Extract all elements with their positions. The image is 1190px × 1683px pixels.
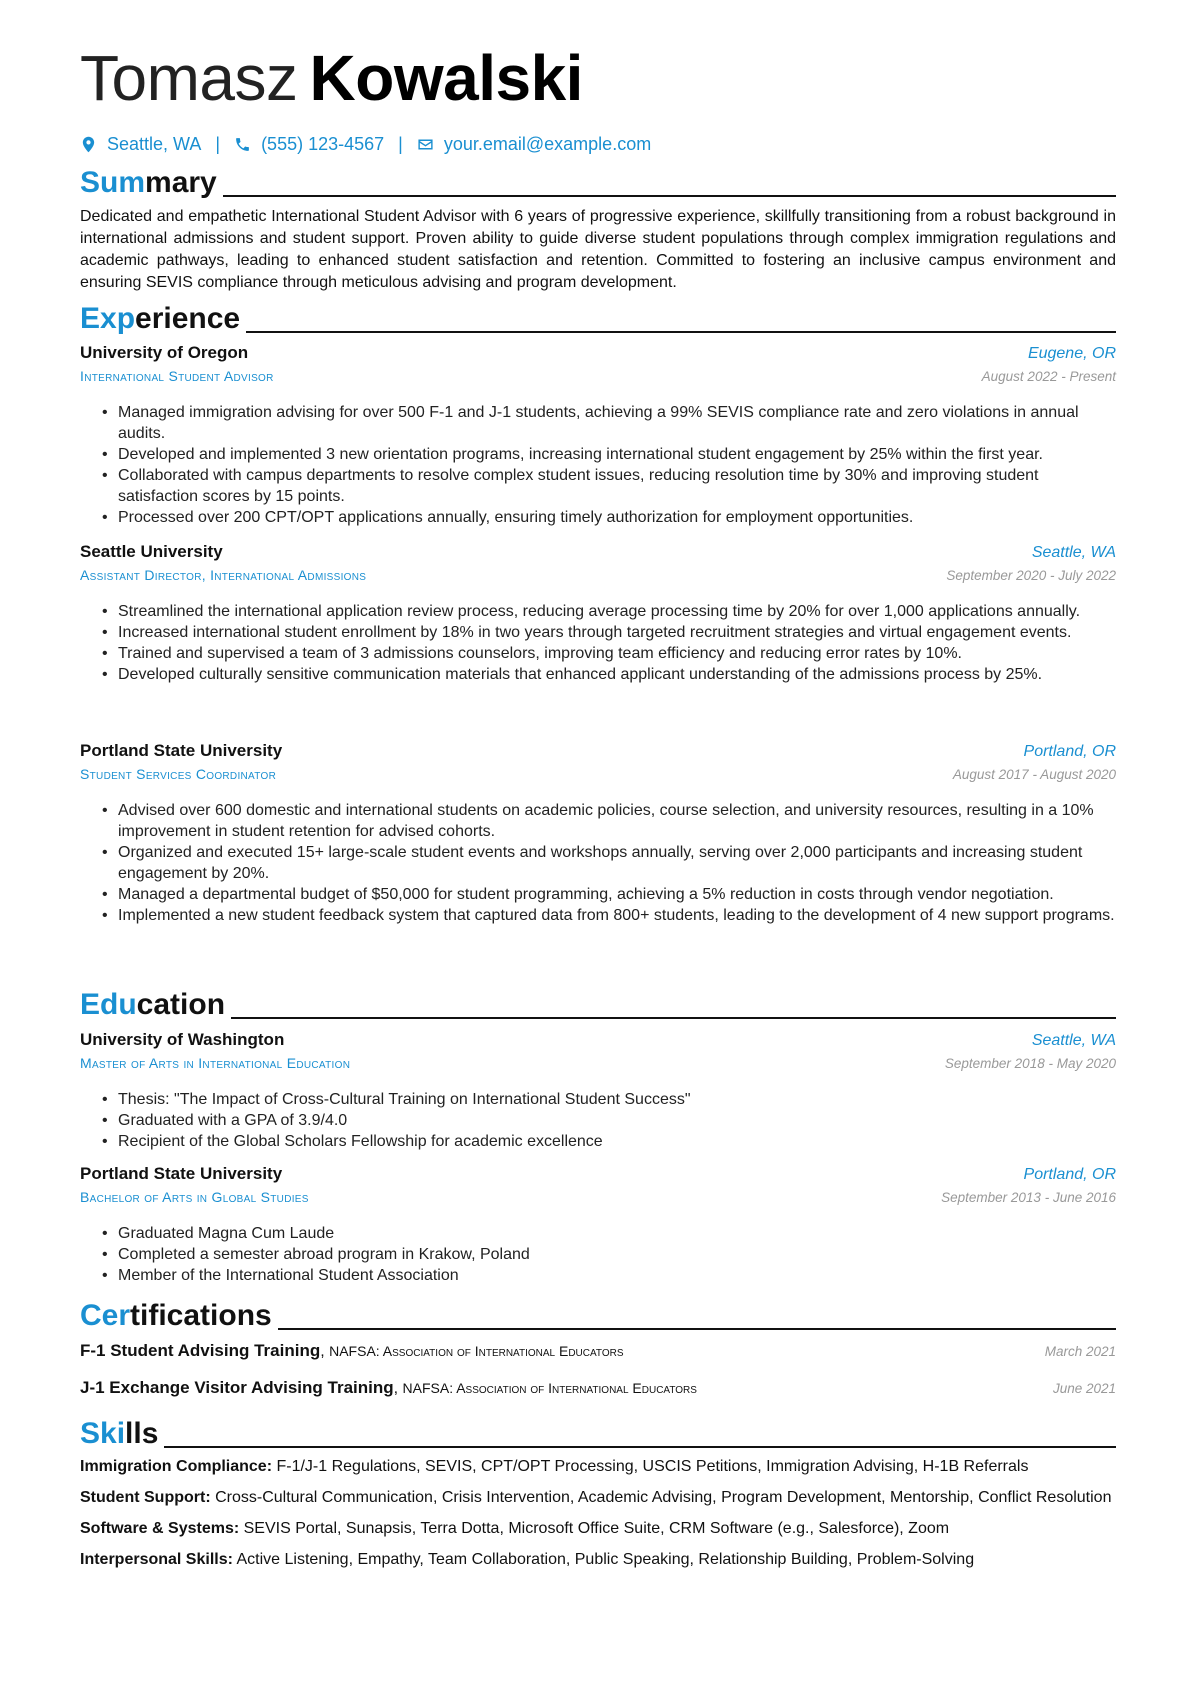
education-entry	[80, 1163, 1116, 1286]
job-location: Seattle, WA	[1031, 544, 1116, 561]
list-item: • Trained and supervised a team of 3 admissions counselors, improving team efficiency and reducing error rates by 10%.	[118, 643, 1116, 664]
job-bullets	[80, 800, 1116, 926]
certification-date: March 2021	[1044, 1344, 1116, 1359]
phone-icon	[234, 136, 251, 153]
job-location: Portland, OR	[1023, 743, 1116, 760]
list-item: • Developed and implemented 3 new orientation programs, increasing international student engagement by 25% within the first year.	[118, 444, 1116, 465]
education-bullets	[80, 1089, 1116, 1152]
list-item: • Developed culturally sensitive communication materials that enhanced applicant understanding of the admissions process by 25%.	[118, 664, 1116, 685]
section-rule	[231, 1017, 1116, 1019]
title-accent: Sum	[80, 166, 146, 199]
summary-text: Dedicated and empathetic International Student Advisor with 6 years of progressive experience, skillfully transitioning from a robust background in international admissions and student support. Proven ability to guide diverse student populations through complex immigration regulations and academic pathways, leading to enhanced student satisfaction and retention. Committed to fostering an inclusive campus environment and ensuring SEVIS compliance through meticulous advising and program development.	[80, 208, 1116, 291]
experience-entry	[80, 541, 1116, 685]
section-rule	[278, 1328, 1116, 1330]
list-item: • Graduated with a GPA of 3.9/4.0	[118, 1110, 1116, 1131]
list-item: • Member of the International Student Association	[118, 1265, 1116, 1286]
certification-date: June 2021	[1052, 1381, 1116, 1396]
last-name: Kowalski	[309, 42, 583, 114]
skill-values: F-1/J-1 Regulations, SEVIS, CPT/OPT Processing, USCIS Petitions, Immigration Advising, H-1B Referrals	[276, 1458, 1029, 1475]
skill-line	[80, 1487, 1116, 1509]
list-item: • Thesis: "The Impact of Cross-Cultural Training on International Student Success"	[118, 1089, 1116, 1110]
title-rest: tifications	[130, 1299, 272, 1332]
school-location: Seattle, WA	[1031, 1032, 1116, 1049]
contact-phone[interactable]	[234, 134, 384, 155]
title-accent: Exp	[80, 302, 136, 335]
job-title: Student Services Coordinator	[80, 766, 277, 782]
school-dates: September 2018 - May 2020	[944, 1056, 1116, 1071]
employer-name: Seattle University	[80, 542, 223, 561]
section-title	[80, 166, 217, 200]
contact-line	[80, 134, 651, 155]
contact-separator: |	[398, 134, 403, 154]
section-title	[80, 988, 225, 1022]
list-item: • Processed over 200 CPT/OPT applications annually, ensuring timely authorization for employment opportunities.	[118, 507, 1116, 528]
school-location: Portland, OR	[1023, 1166, 1116, 1183]
email-link[interactable]: your.email@example.com	[443, 134, 652, 154]
contact-email[interactable]	[417, 134, 651, 155]
title-rest: erience	[135, 302, 241, 335]
section-rule	[246, 331, 1116, 333]
certification-issuer: NAFSA: Association of International Educators	[329, 1343, 624, 1359]
certification-name: F-1 Student Advising Training	[80, 1341, 321, 1360]
section-rule	[164, 1446, 1116, 1448]
list-item: • Completed a semester abroad program in Krakow, Poland	[118, 1244, 1116, 1265]
school-name: Portland State University	[80, 1164, 283, 1183]
skills-heading	[80, 1411, 1116, 1451]
education-heading	[80, 982, 1116, 1022]
section-rule	[223, 195, 1116, 197]
experience-entry	[80, 342, 1116, 528]
contact-separator: |	[215, 134, 221, 154]
skills-list	[80, 1456, 1116, 1580]
job-title: Assistant Director, International Admissions	[80, 567, 367, 583]
skill-values: Active Listening, Empathy, Team Collaboration, Public Speaking, Relationship Building, Problem-Solving	[236, 1551, 975, 1568]
experience-entry	[80, 740, 1116, 926]
job-bullets	[80, 402, 1116, 528]
certification-issuer: NAFSA: Association of International Educators	[402, 1380, 697, 1396]
summary-heading	[80, 160, 1116, 200]
skill-values: SEVIS Portal, Sunapsis, Terra Dotta, Microsoft Office Suite, CRM Software (e.g., Salesforce), Zoom	[243, 1520, 950, 1537]
section-title	[80, 302, 240, 336]
list-item: • Managed immigration advising for over 500 F-1 and J-1 students, achieving a 99% SEVIS compliance rate and zero violations in annual audits.	[118, 402, 1116, 444]
skill-line	[80, 1549, 1116, 1571]
list-item: • Advised over 600 domestic and international students on academic policies, course selection, and university resources, resulting in a 10% improvement in student retention for advised cohorts.	[118, 800, 1116, 842]
job-dates: August 2022 - Present	[981, 369, 1116, 384]
list-item: • Collaborated with campus departments to resolve complex student issues, reducing resolution time by 30% and improving student satisfaction scores by 15 points.	[118, 465, 1116, 507]
certification-name: J-1 Exchange Visitor Advising Training	[80, 1378, 394, 1397]
skill-category: Software & Systems:	[80, 1520, 240, 1537]
education-bullets	[80, 1223, 1116, 1286]
list-item: • Managed a departmental budget of $50,000 for student programming, achieving a 5% reduction in costs through vendor negotiation.	[118, 884, 1116, 905]
experience-heading	[80, 296, 1116, 336]
title-accent: Cer	[80, 1299, 131, 1332]
employer-name: University of Oregon	[80, 343, 249, 362]
title-accent: Ski	[80, 1417, 126, 1450]
certification-entry: J-1 Exchange Visitor Advising Training, NAFSA: Association of International Educators June 2021	[80, 1377, 1116, 1400]
job-bullets	[80, 601, 1116, 685]
skill-category: Interpersonal Skills:	[80, 1551, 233, 1568]
envelope-icon	[417, 136, 434, 153]
skill-category: Student Support:	[80, 1489, 211, 1506]
list-item: • Streamlined the international application review process, reducing average processing time by 20% for over 1,000 applications annually.	[118, 601, 1116, 622]
list-item: • Graduated Magna Cum Laude	[118, 1223, 1116, 1244]
section-title	[80, 1299, 272, 1333]
contact-location	[80, 134, 201, 155]
school-name: University of Washington	[80, 1030, 285, 1049]
skill-line	[80, 1518, 1116, 1540]
job-dates: September 2020 - July 2022	[946, 568, 1116, 583]
list-item: • Organized and executed 15+ large-scale student events and workshops annually, serving over 2,000 participants and increasing student engagement by 20%.	[118, 842, 1116, 884]
location-text: Seattle, WA	[107, 134, 202, 154]
job-location: Eugene, OR	[1027, 345, 1116, 362]
title-rest: cation	[136, 988, 226, 1021]
certification-entry: F-1 Student Advising Training, NAFSA: Association of International Educators March 2021	[80, 1340, 1116, 1363]
candidate-name	[80, 38, 583, 118]
phone-text[interactable]: (555) 123-4567	[261, 134, 385, 154]
title-rest: lls	[125, 1417, 159, 1450]
degree: Master of Arts in International Education	[80, 1055, 351, 1071]
degree: Bachelor of Arts in Global Studies	[80, 1189, 309, 1205]
skill-category: Immigration Compliance:	[80, 1458, 273, 1475]
employer-name: Portland State University	[80, 741, 283, 760]
job-title: International Student Advisor	[80, 368, 274, 384]
title-rest: mary	[145, 166, 217, 199]
education-entry	[80, 1029, 1116, 1152]
title-accent: Edu	[80, 988, 137, 1021]
job-dates: August 2017 - August 2020	[952, 767, 1116, 782]
skill-line	[80, 1456, 1116, 1478]
certifications-heading	[80, 1293, 1116, 1333]
school-dates: September 2013 - June 2016	[941, 1190, 1116, 1205]
map-pin-icon	[80, 136, 97, 153]
list-item: • Increased international student enrollment by 18% in two years through targeted recruitment strategies and virtual engagement events.	[118, 622, 1116, 643]
skill-values: Cross-Cultural Communication, Crisis Intervention, Academic Advising, Program Development, Mentorship, Conflict Resolution	[215, 1489, 1112, 1506]
first-name: Tomasz	[80, 42, 298, 114]
section-title	[80, 1417, 158, 1451]
list-item: • Recipient of the Global Scholars Fellowship for academic excellence	[118, 1131, 1116, 1152]
list-item: • Implemented a new student feedback system that captured data from 800+ students, leading to the development of 4 new support programs.	[118, 905, 1116, 926]
